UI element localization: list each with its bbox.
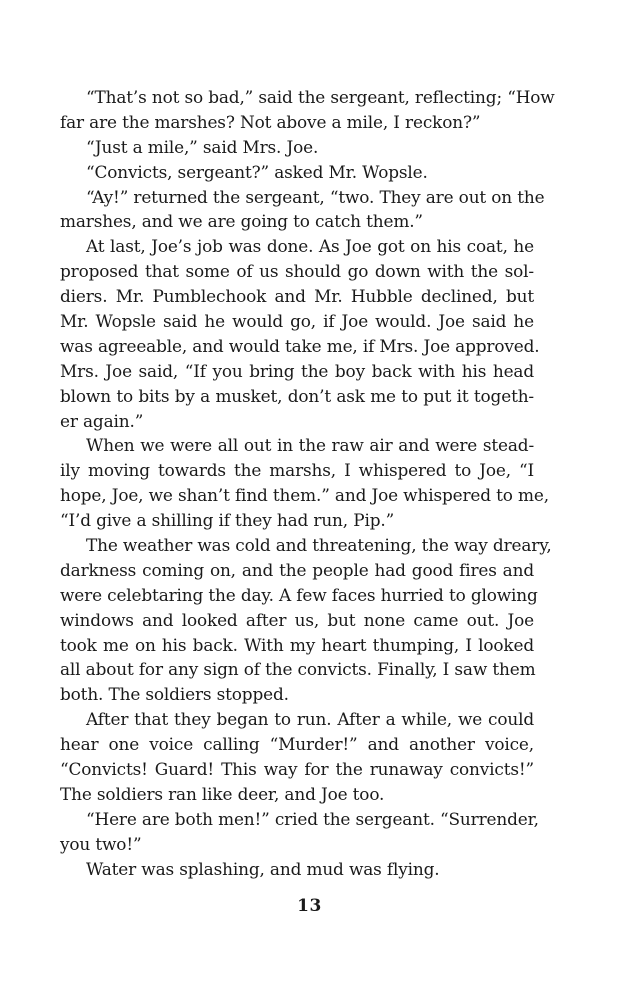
text-line: ily moving towards the marshs, I whispered to Joe, “I xyxy=(60,460,534,481)
text-line: hear one voice calling “Murder!” and another voice, xyxy=(60,734,534,755)
text-line: windows and looked after us, but none came out. Joe xyxy=(60,609,534,630)
body-text xyxy=(60,85,555,882)
text-line: The weather was cold and threatening, the way dreary, xyxy=(86,535,552,556)
text-line: marshes, and we are going to catch them.” xyxy=(60,211,423,232)
text-line: “I’d give a shilling if they had run, Pip.” xyxy=(60,510,395,531)
text-line: “Just a mile,” said Mrs. Joe. xyxy=(86,136,319,157)
text-line: all about for any sign of the convicts. Finally, I saw them xyxy=(60,659,536,680)
text-line: At last, Joe’s job was done. As Joe got on his coat, he xyxy=(86,236,534,257)
text-line: “Convicts, sergeant?” asked Mr. Wopsle. xyxy=(86,161,428,182)
text-line: When we were all out in the raw air and were stead- xyxy=(86,435,534,456)
text-line: was agreeable, and would take me, if Mrs. Joe approved. xyxy=(60,335,540,356)
text-line: “Ay!” returned the sergeant, “two. They are out on the xyxy=(86,186,545,207)
paragraph xyxy=(60,533,552,707)
text-line: darkness coming on, and the people had good fires and xyxy=(60,559,534,580)
text-line: both. The soldiers stopped. xyxy=(60,684,289,705)
text-line: Mrs. Joe said, “If you bring the boy back with his head xyxy=(60,360,534,381)
text-line: “Here are both men!” cried the sergeant. “Surrender, xyxy=(86,808,539,829)
paragraph xyxy=(60,135,534,160)
text-line: hope, Joe, we shan’t find them.” and Joe whispered to me, xyxy=(60,485,549,506)
text-line: er again.” xyxy=(60,410,144,431)
text-line: were celebtaring the day. A few faces hurried to glowing xyxy=(60,584,538,605)
paragraph xyxy=(60,433,549,533)
text-line: Water was splashing, and mud was flying. xyxy=(86,858,440,879)
text-line: “Convicts! Guard! This way for the runaway convicts!” xyxy=(60,759,534,780)
paragraph xyxy=(60,707,534,807)
paragraph xyxy=(60,234,540,433)
text-line: took me on his back. With my heart thumping, I looked xyxy=(60,634,534,655)
text-line: The soldiers ran like deer, and Joe too. xyxy=(60,783,385,804)
text-line: you two!” xyxy=(60,833,142,854)
text-line: blown to bits by a musket, don’t ask me to put it togeth- xyxy=(60,385,534,406)
paragraph xyxy=(60,85,555,135)
text-line: far are the marshes? Not above a mile, I reckon?” xyxy=(60,111,481,132)
text-line: diers. Mr. Pumblechook and Mr. Hubble declined, but xyxy=(60,286,534,307)
paragraph xyxy=(60,185,545,235)
text-line: Mr. Wopsle said he would go, if Joe would. Joe said he xyxy=(60,311,534,332)
paragraph xyxy=(60,857,534,882)
text-line: “That’s not so bad,” said the sergeant, reflecting; “How xyxy=(86,87,555,107)
page-number: 13 xyxy=(297,896,322,916)
text-line: proposed that some of us should go down with the sol- xyxy=(60,261,534,282)
paragraph xyxy=(60,807,539,857)
paragraph xyxy=(60,160,534,185)
text-line: After that they began to run. After a while, we could xyxy=(86,709,534,730)
